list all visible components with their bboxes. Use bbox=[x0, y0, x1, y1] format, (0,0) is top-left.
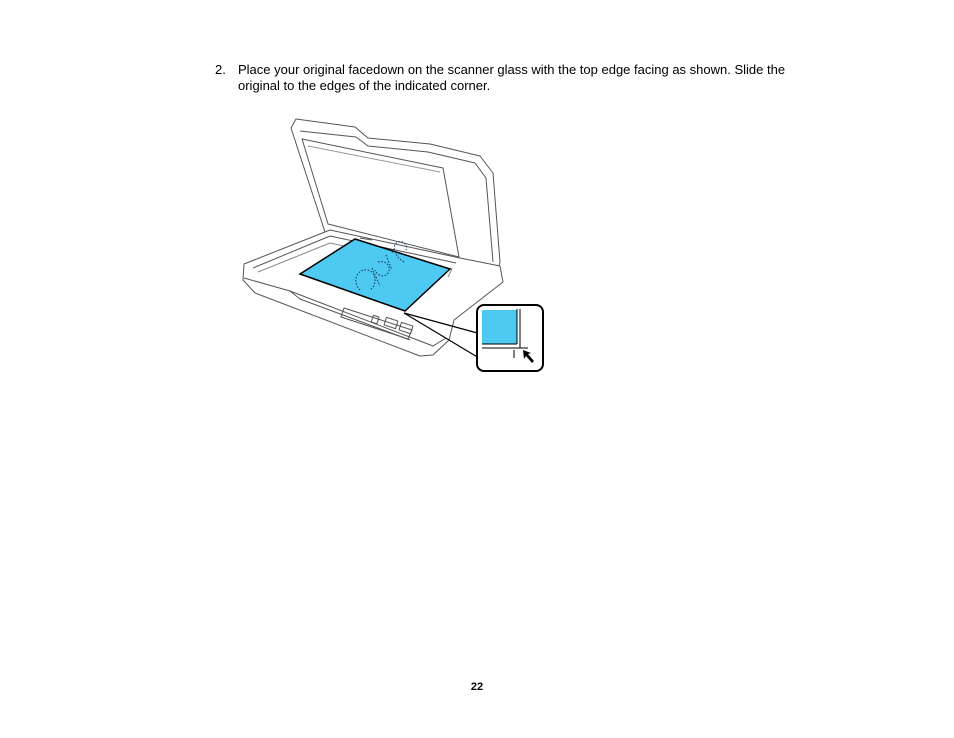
scanner-illustration bbox=[238, 104, 548, 376]
page-number: 22 bbox=[470, 681, 484, 693]
step-number: 2. bbox=[215, 62, 226, 77]
corner-callout bbox=[477, 305, 543, 371]
step-text: Place your original facedown on the scanner glass with the top edge facing as shown. Slide the original to the edges of the indicated corner. bbox=[238, 62, 786, 93]
callout-document-corner bbox=[482, 310, 517, 344]
instruction-step bbox=[215, 62, 815, 94]
